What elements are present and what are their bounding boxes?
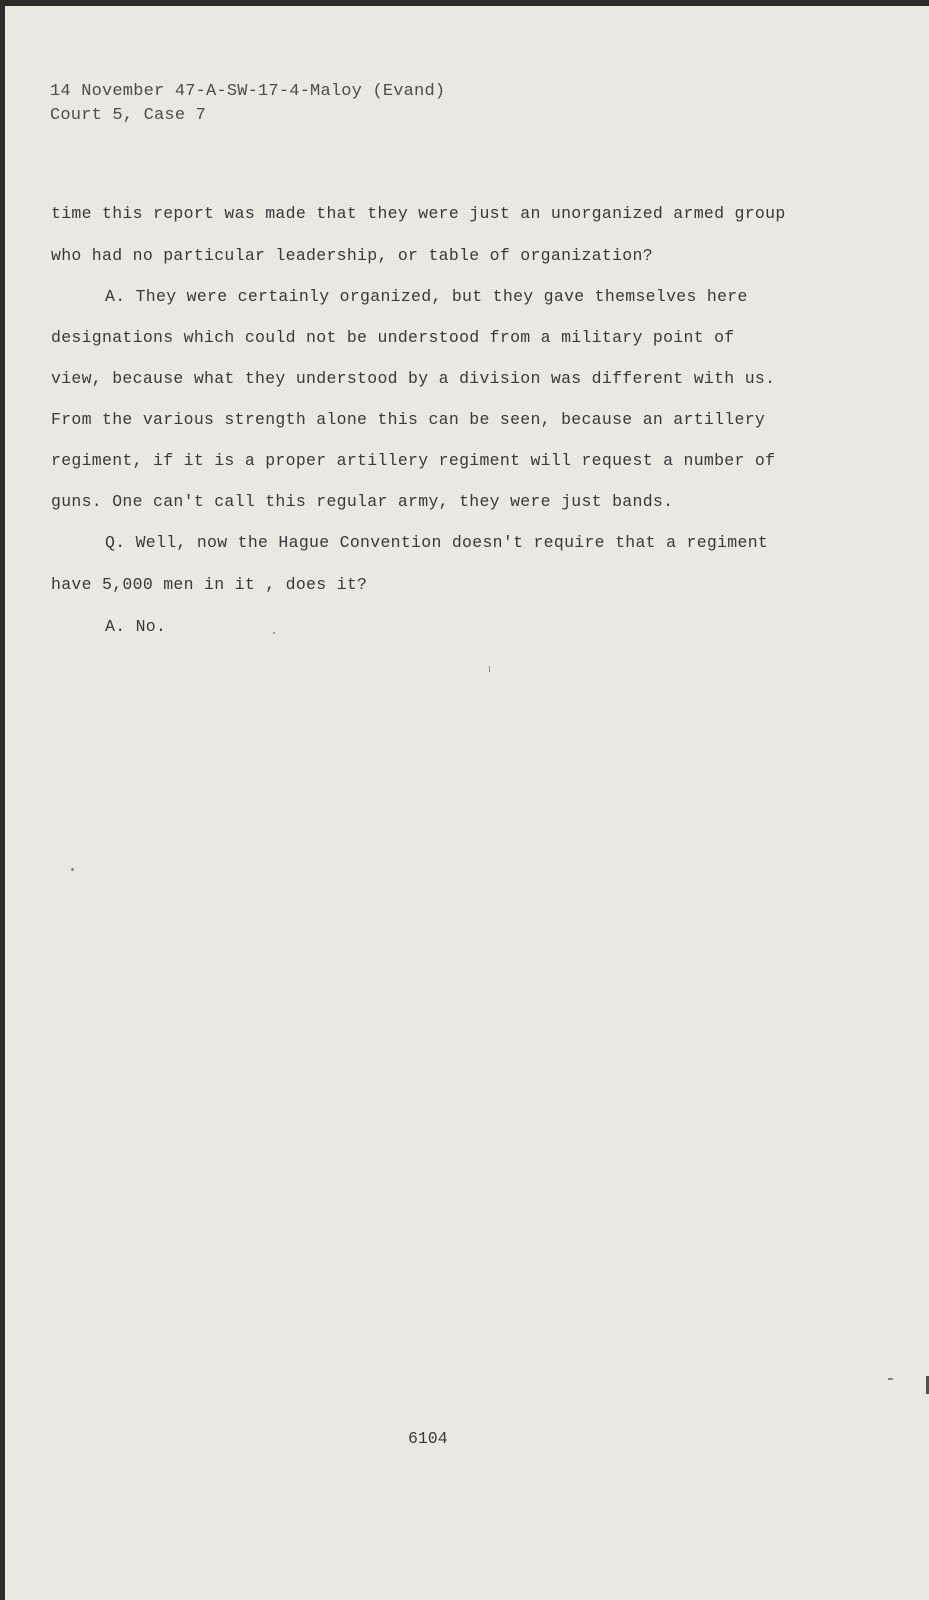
body-line-1: time this report was made that they were just an unorganized armed group: [51, 204, 786, 223]
header-line-2: Court 5, Case 7: [50, 106, 207, 125]
body-line-4: designations which could not be understood from a military point of: [51, 328, 735, 347]
body-line-9: Q. Well, now the Hague Convention doesn't require that a regiment: [105, 533, 769, 552]
paper-speck: [71, 868, 74, 871]
body-line-7: regiment, if it is a proper artillery regiment will request a number of: [51, 451, 776, 470]
body-line-10: have 5,000 men in it , does it?: [51, 575, 368, 594]
body-line-6: From the various strength alone this can be seen, because an artillery: [51, 410, 766, 429]
paper-speck: [273, 632, 275, 634]
body-line-2: who had no particular leadership, or table of organization?: [51, 246, 653, 265]
paper-speck: [489, 666, 490, 672]
header-line-1: 14 November 47-A-SW-17-4-Maloy (Evand): [50, 82, 446, 101]
body-line-8: guns. One can't call this regular army, they were just bands.: [51, 492, 674, 511]
paper-speck: [888, 1378, 893, 1380]
page-number: 6104: [408, 1429, 448, 1448]
body-line-3: A. They were certainly organized, but they gave themselves here: [105, 287, 748, 306]
document-page: [5, 6, 929, 1600]
body-line-5: view, because what they understood by a division was different with us.: [51, 369, 776, 388]
body-line-11: A. No.: [105, 617, 167, 636]
